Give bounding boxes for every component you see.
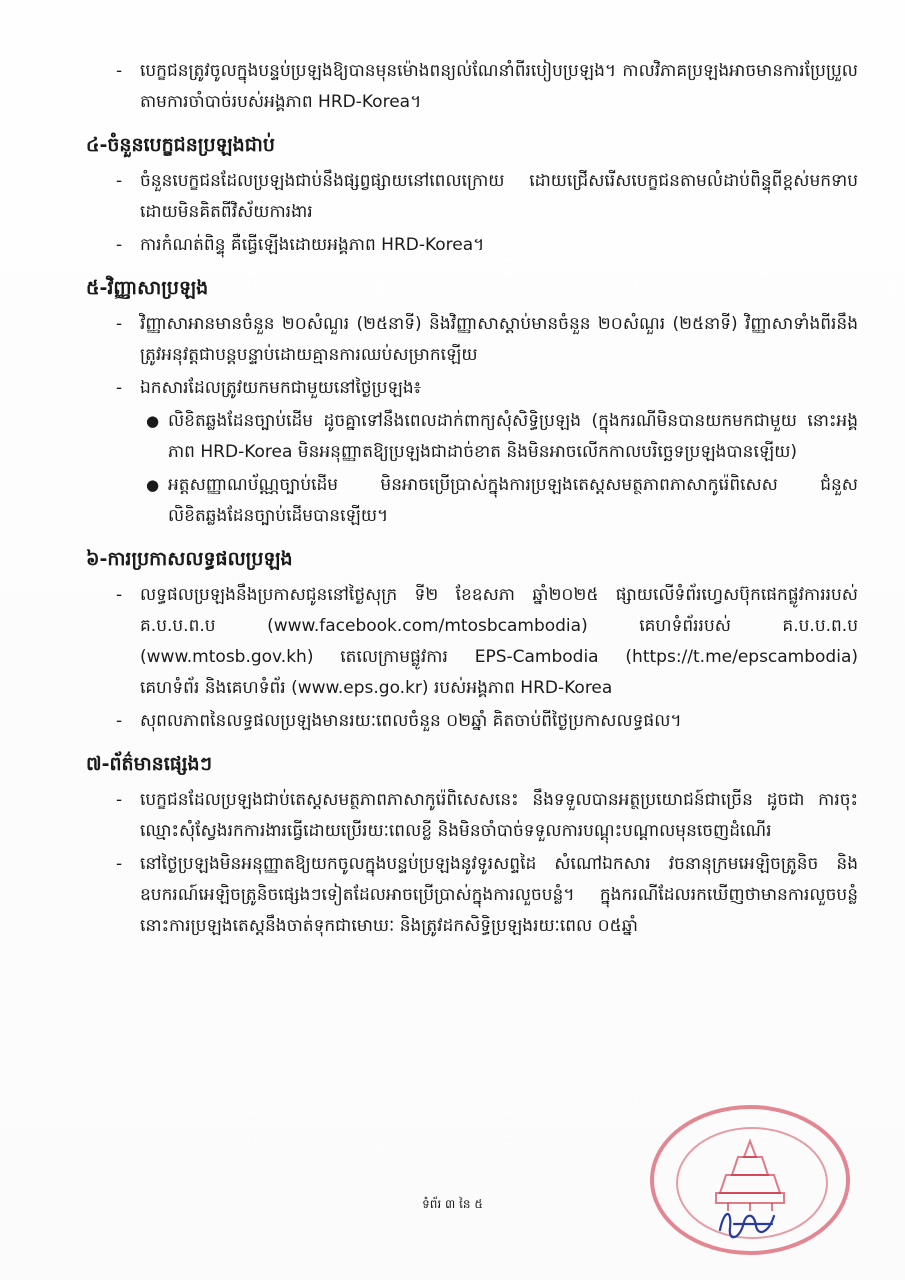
section-5-sub-bullet-2 xyxy=(88,470,858,532)
bullet-text: វិញ្ញាសាអានមានចំនួន ២០សំណួរ (២៥នាទី) និងវិញ្ញាសាស្តាប់មានចំនួន ២០សំណួរ (២៥នាទី) វិញ្ញាសាទាំងពីរនឹងត្រូវអនុវត្តជាបន្តបន្ទាប់ដោយគ្មានការឈប់សម្រាកឡើយ xyxy=(140,314,858,365)
section-4-bullet-2 xyxy=(88,230,858,261)
bullet-text: នៅថ្ងៃប្រឡងមិនអនុញ្ញាតឱ្យយកចូលក្នុងបន្ទប់ប្រឡងនូវទូរសព្ទដៃ សំណៅឯកសារ វចនានុក្រមអេឡិចត្រូនិច និងឧបករណ៍អេឡិចត្រូនិចផ្សេងៗទៀតដែលអាចប្រើប្រាស់ក្នុងការលួចបន្លំ។ ក្នុងករណីដែលរកឃើញថាមានការលួចបន្លំ នោះការប្រឡងតេស្តនឹងចាត់ទុកជាមោឃៈ និងត្រូវដកសិទ្ធិប្រឡងរយៈពេល ០៥ឆ្នាំ xyxy=(140,854,858,936)
bullet-text: អត្តសញ្ញាណប័ណ្ណច្បាប់ដើម មិនអាចប្រើប្រាស់ក្នុងការប្រឡងតេស្តសមត្ថភាពភាសាកូរ៉េពិសេស ជំនួសលិខិតឆ្លងដែនច្បាប់ដើមបានឡើយ។ xyxy=(168,475,858,526)
page-number: ទំព័រ ៣ នៃ ៥ xyxy=(422,1197,483,1211)
section-6-heading: ៦-ការប្រកាសលទ្ធផលប្រឡង xyxy=(86,548,293,570)
section-6-bullet-2 xyxy=(88,706,858,737)
dash-marker: - xyxy=(116,585,123,605)
dash-marker: - xyxy=(116,61,123,81)
bullet-text: ចំនួនបេក្ខជនដែលប្រឡងជាប់នឹងផ្សព្វផ្សាយនៅពេលក្រោយ ដោយជ្រើសរើសបេក្ខជនតាមលំដាប់ពិន្ទុពីខ្ពស់មកទាបដោយមិនគិតពីវិស័យការងារ xyxy=(140,171,858,222)
bullet-text: បេក្ខជនត្រូវចូលក្នុងបន្ទប់ប្រឡងឱ្យបានមុនម៉ោងពន្យល់ណែនាំពីរបៀបប្រឡង។ កាលវិភាគប្រឡងអាចមានការប្រែប្រួលតាមការចាំបាច់របស់អង្គភាព HRD-Korea។ xyxy=(140,61,858,112)
dash-marker: - xyxy=(116,790,123,810)
dash-marker: - xyxy=(116,711,123,731)
section-7-heading: ៧-ព័ត៌មានផ្សេងៗ xyxy=(86,753,213,775)
bullet-text: ឯកសារដែលត្រូវយកមកជាមួយនៅថ្ងៃប្រឡង៖ xyxy=(140,378,422,398)
dot-marker: ● xyxy=(146,412,160,430)
bullet-text: លទ្ធផលប្រឡងនឹងប្រកាសជូននៅថ្ងៃសុក្រ ទី២ ខែឧសភា ឆ្នាំ២០២៥ ផ្សាយលើទំព័រហ្វេសប៊ុកផេកផ្លូវការរបស់ គ.ប.ប.ព.ប (www.facebook.com/mtosbcambodia) គេហទំព័ររបស់ គ.ប.ប.ព.ប (www.mtosb.gov.kh) តេលេក្រាមផ្លូវការ EPS-Cambodia (https://t.me/epscambodia) គេហទំព័រ និងគេហទំព័រ (www.eps.go.kr) របស់អង្គភាព HRD-Korea xyxy=(140,585,858,698)
section-5-bullet-1 xyxy=(88,309,858,371)
dash-marker: - xyxy=(116,171,123,191)
intro-bullet xyxy=(88,56,858,118)
bullet-text: សុពលភាពនៃលទ្ធផលប្រឡងមានរយៈពេលចំនួន ០២ឆ្នាំ គិតចាប់ពីថ្ងៃប្រកាសលទ្ធផល។ xyxy=(140,711,682,731)
bullet-text: លិខិតឆ្លងដែនច្បាប់ដើម ដូចគ្នាទៅនឹងពេលដាក់ពាក្យសុំសិទ្ធិប្រឡង (ក្នុងករណីមិនបានយកមកជាមួយ នោះអង្គភាព HRD-Korea មិនអនុញ្ញាតឱ្យប្រឡងជាដាច់ខាត និងមិនអាចលើកកាលបរិច្ឆេទប្រឡងបានឡើយ) xyxy=(168,411,858,462)
section-6-bullet-1 xyxy=(88,580,858,704)
section-4-bullet-1 xyxy=(88,166,858,228)
section-4-heading: ៤-ចំនួនបេក្ខជនប្រឡងជាប់ xyxy=(86,134,275,156)
section-7-bullet-2 xyxy=(88,849,858,942)
dash-marker: - xyxy=(116,314,123,334)
dash-marker: - xyxy=(116,235,123,255)
document-body xyxy=(88,56,858,944)
bullet-text: បេក្ខជនដែលប្រឡងជាប់តេស្តសមត្ថភាពភាសាកូរ៉េពិសេសនេះ នឹងទទួលបានអត្ថប្រយោជន៍ជាច្រើន ដូចជា ការចុះឈ្មោះសុំស្វែងរកការងារធ្វើដោយប្រើរយៈពេលខ្លី និងមិនចាំបាច់ទទួលការបណ្តុះបណ្តាលមុនចេញដំណើរ xyxy=(140,790,858,841)
section-5-heading: ៥-វិញ្ញាសាប្រឡង xyxy=(86,277,209,299)
section-5-bullet-2 xyxy=(88,373,858,404)
dash-marker: - xyxy=(116,854,123,874)
section-7-bullet-1 xyxy=(88,785,858,847)
dash-marker: - xyxy=(116,378,123,398)
bullet-text: ការកំណត់ពិន្ទុ គឺធ្វើឡើងដោយអង្គភាព HRD-Korea។ xyxy=(140,235,485,255)
section-5-sub-bullet-1 xyxy=(88,406,858,468)
dot-marker: ● xyxy=(146,476,160,494)
